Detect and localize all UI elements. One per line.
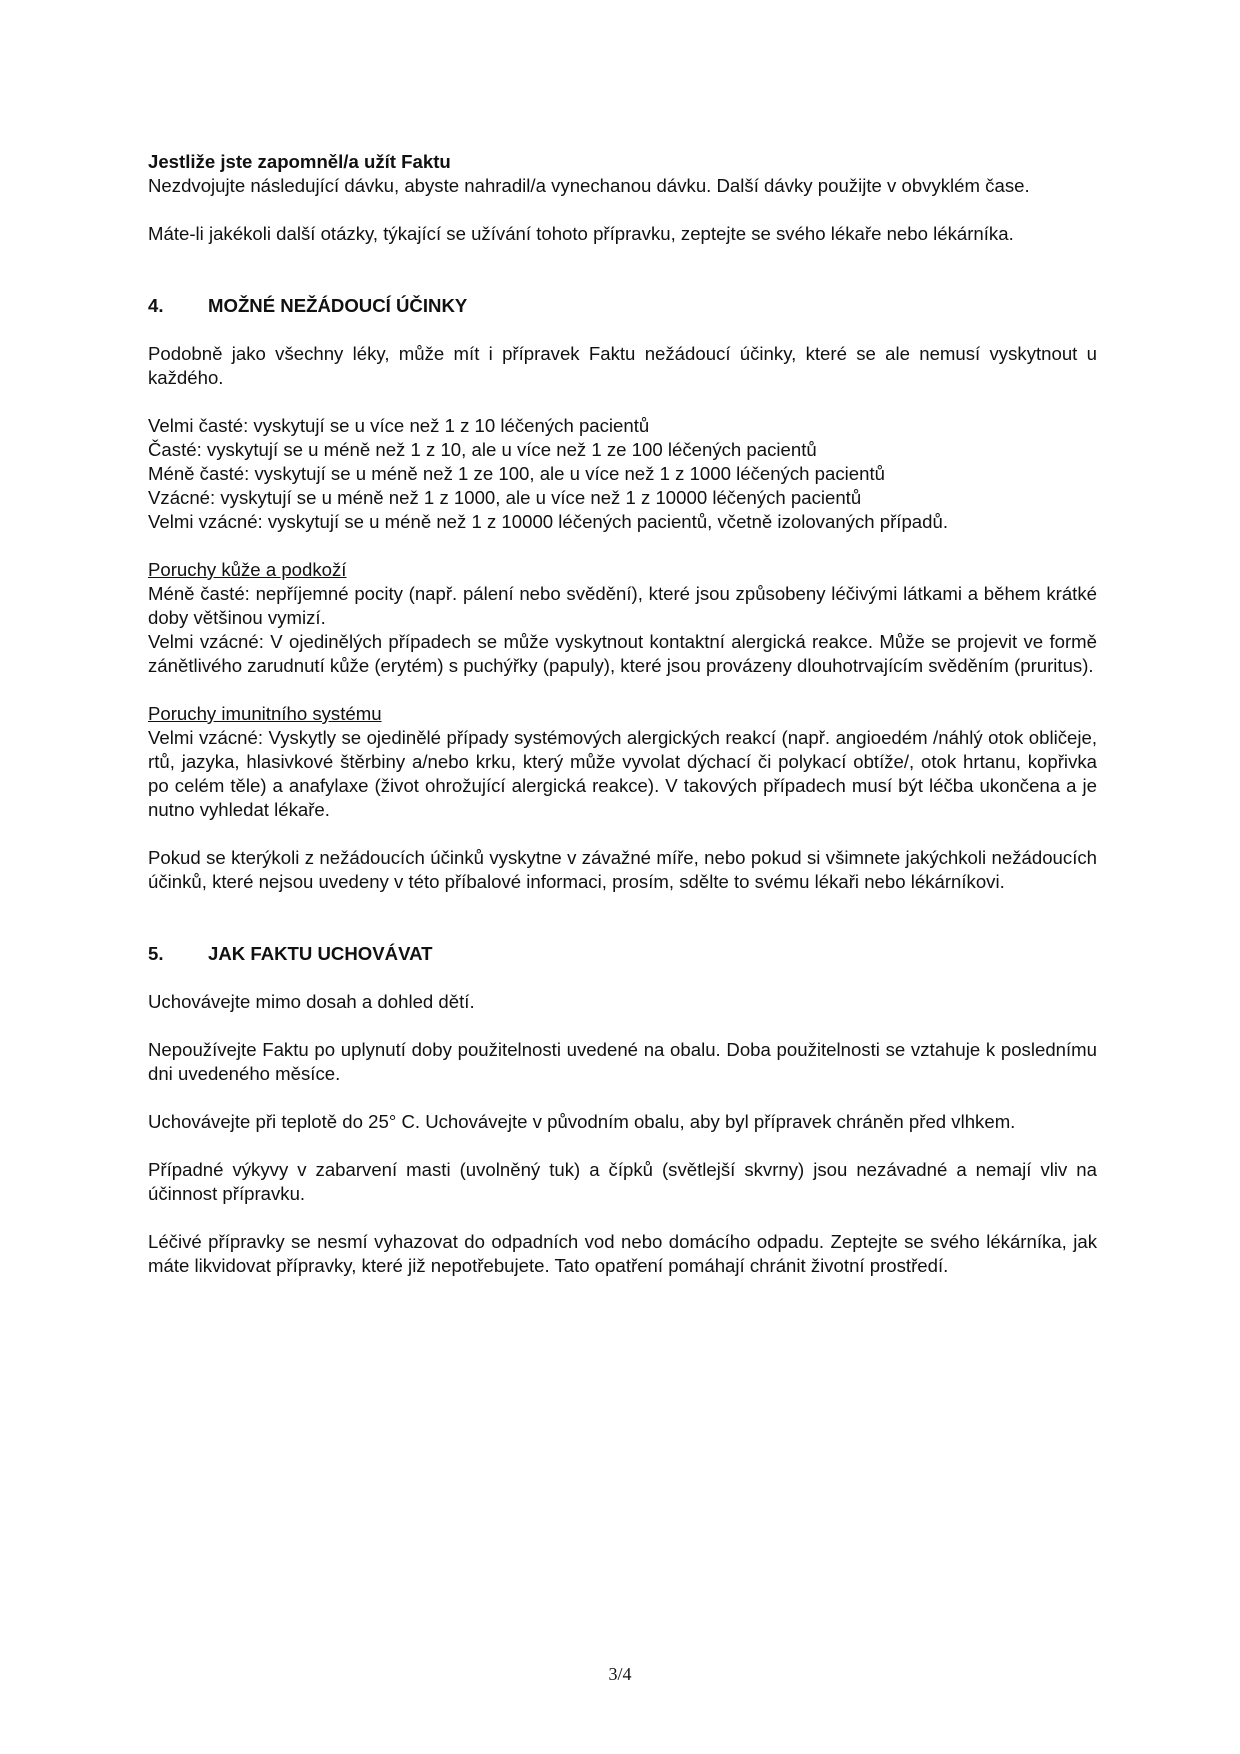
frequency-very-common: Velmi časté: vyskytují se u více než 1 z 10 léčených pacientů <box>148 415 650 436</box>
forgot-dose-heading: Jestliže jste zapomněl/a užít Faktu <box>148 151 451 172</box>
forgot-dose-text: Nezdvojujte následující dávku, abyste nahradil/a vynechanou dávku. Další dávky použijte v obvyklém čase. <box>148 175 1030 196</box>
section-4-heading <box>148 294 1097 318</box>
section-4-number: 4. <box>148 295 164 316</box>
frequency-very-rare: Velmi vzácné: vyskytují se u méně než 1 z 10000 léčených pacientů, včetně izolovaných případů. <box>148 511 948 532</box>
storage-temperature-text: Uchovávejte při teplotě do 25° C. Uchovávejte v původním obalu, aby byl přípravek chráněn před vlhkem. <box>148 1111 1016 1132</box>
frequency-uncommon: Méně časté: vyskytují se u méně než 1 ze 100, ale u více než 1 z 1000 léčených pacientů <box>148 463 885 484</box>
frequency-list <box>148 414 1097 534</box>
side-effects-intro: Podobně jako všechny léky, může mít i přípravek Faktu nežádoucí účinky, které se ale nemusí vyskytnout u každého. <box>148 343 1097 388</box>
frequency-rare: Vzácné: vyskytují se u méně než 1 z 1000, ale u více než 1 z 10000 léčených pacientů <box>148 487 862 508</box>
immune-disorders-heading: Poruchy imunitního systému <box>148 703 382 724</box>
frequency-common: Časté: vyskytují se u méně než 1 z 10, ale u více než 1 ze 100 léčených pacientů <box>148 439 817 460</box>
questions-text: Máte-li jakékoli další otázky, týkající se užívání tohoto přípravku, zeptejte se svého lékaře nebo lékárníka. <box>148 223 1014 244</box>
skin-very-rare-text: Velmi vzácné: V ojedinělých případech se může vyskytnout kontaktní alergická reakce. Může se projevit ve formě zánětlivého zarudnutí kůže (erytém) s puchýřky (papuly), které jsou provázeny dlouhotrvajícím svěděním (pruritus). <box>148 631 1097 676</box>
skin-uncommon-text: Méně časté: nepříjemné pocity (např. pálení nebo svědění), které jsou způsobeny léčivými látkami a během krátké doby většinou vymizí. <box>148 583 1097 628</box>
section-5-title: JAK FAKTU UCHOVÁVAT <box>208 943 433 964</box>
section-5-number: 5. <box>148 943 164 964</box>
page-number: 3/4 <box>608 1664 632 1684</box>
section-4-title: MOŽNÉ NEŽÁDOUCÍ ÚČINKY <box>208 295 468 316</box>
section-5-heading <box>148 942 1097 966</box>
storage-children-text: Uchovávejte mimo dosah a dohled dětí. <box>148 991 475 1012</box>
immune-very-rare-text: Velmi vzácné: Vyskytly se ojedinělé případy systémových alergických reakcí (např. angioedém /náhlý otok obličeje, rtů, jazyka, hlasivkové štěrbiny a/nebo krku, který může vyvolat dýchací či polykací obtíže/, otok hrtanu, kopřivka po celém těle) a anafylaxe (život ohrožující alergická reakce). V takových případech musí být léčba ukončena a je nutno vyhledat lékaře. <box>148 727 1097 820</box>
storage-discoloration-text: Případné výkyvy v zabarvení masti (uvolněný tuk) a čípků (světlejší skvrny) jsou nezávadné a nemají vliv na účinnost přípravku. <box>148 1159 1097 1204</box>
leaflet-page <box>148 150 1097 1278</box>
report-side-effects-text: Pokud se kterýkoli z nežádoucích účinků vyskytne v závažné míře, nebo pokud si všimnete jakýchkoli nežádoucích účinků, které nejsou uvedeny v této příbalové informaci, prosím, sdělte to svému lékaři nebo lékárníkovi. <box>148 847 1097 892</box>
skin-disorders-heading: Poruchy kůže a podkoží <box>148 559 347 580</box>
storage-expiry-text: Nepoužívejte Faktu po uplynutí doby použitelnosti uvedené na obalu. Doba použitelnosti se vztahuje k poslednímu dni uvedeného měsíce. <box>148 1039 1097 1084</box>
disposal-text: Léčivé přípravky se nesmí vyhazovat do odpadních vod nebo domácího odpadu. Zeptejte se svého lékárníka, jak máte likvidovat přípravky, které již nepotřebujete. Tato opatření pomáhají chránit životní prostředí. <box>148 1231 1097 1276</box>
